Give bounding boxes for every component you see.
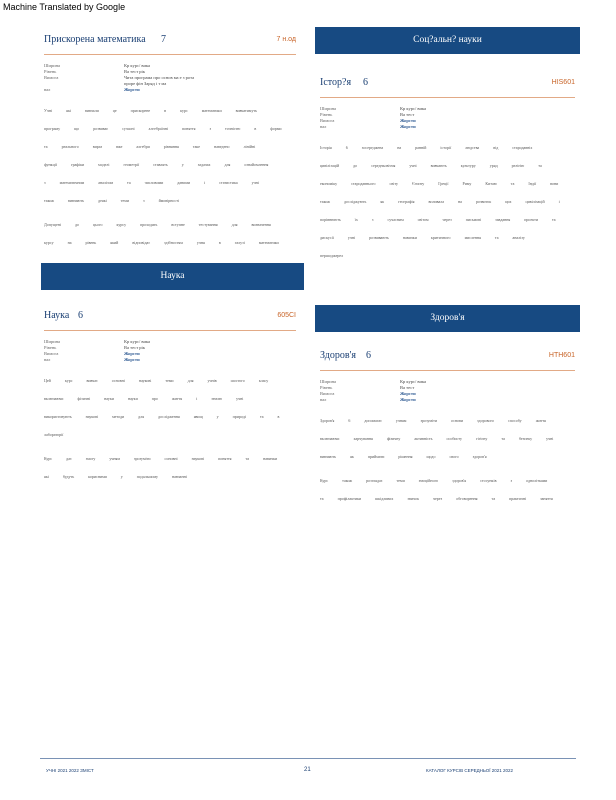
course-fields [44, 63, 296, 93]
word: включаючи [44, 396, 64, 401]
field-row [44, 87, 296, 93]
word: порівнюють [320, 217, 341, 222]
word: від [493, 145, 499, 150]
field-key: Вимога [320, 118, 335, 123]
page-number: 21 [304, 767, 311, 773]
course-fields [320, 106, 575, 130]
word: життя [535, 418, 546, 423]
word: наукові [85, 414, 99, 419]
word: стародавніх [512, 145, 533, 150]
word: людства [465, 145, 480, 150]
word: які [44, 474, 49, 479]
word: харчування [353, 436, 373, 441]
word: Єгипту [412, 181, 425, 186]
word: науки [104, 396, 114, 401]
word: та [552, 217, 556, 222]
word: для [231, 222, 238, 227]
field-value: Ва тест рік [124, 345, 145, 350]
word: це [112, 108, 117, 113]
word: задачах [197, 162, 211, 167]
word: свого [449, 454, 459, 459]
word: даними [177, 180, 191, 185]
word: Риму [462, 181, 472, 186]
word: Допущені [44, 222, 61, 227]
field-value: Кр курс/ вика [400, 379, 427, 384]
word: шкідливих [375, 496, 394, 501]
word: навички [402, 235, 417, 240]
word: реального [61, 144, 79, 149]
word: у [120, 474, 123, 479]
footer-left: УЧНІ 2021 2022 ЗМІСТ [46, 768, 94, 773]
word: моделі [98, 162, 110, 167]
field-key: Вимога [44, 351, 59, 356]
course-title: Здоров'я [320, 350, 356, 361]
course-description [44, 99, 296, 207]
field-value: Ва тест [400, 112, 415, 117]
course-title: Наука [44, 310, 70, 321]
word: методи [112, 414, 125, 419]
word: основні [164, 456, 178, 461]
word: вивчатимуть [235, 108, 258, 113]
word: учні [409, 163, 417, 168]
word: Курс [320, 478, 329, 483]
field-key: вал [44, 357, 51, 362]
word: Греції [438, 181, 449, 186]
course-title: Icтор?я [320, 77, 352, 88]
word: світу [389, 181, 399, 186]
field-value: проре фін Заряд і т ма [124, 81, 167, 86]
word: вивчали [85, 108, 99, 113]
word: їх [354, 217, 358, 222]
word: учні [347, 235, 356, 240]
word: з [209, 126, 212, 131]
word: економіку [320, 181, 338, 186]
course-note [44, 213, 296, 249]
word: в [164, 108, 167, 113]
field-key: вал [320, 124, 327, 129]
word: аналізом [98, 180, 114, 185]
field-key: Ширина [44, 63, 61, 68]
field-value: Чита програма про основ ма е з рота [124, 75, 195, 80]
left-bottom-section [44, 310, 296, 483]
field-key: Ширина [44, 339, 61, 344]
field-key: Ширина [320, 379, 337, 384]
title-rule [44, 330, 296, 331]
word: також [44, 198, 54, 203]
word: та [501, 436, 505, 441]
word: географія [398, 199, 415, 204]
course-title: Прискорена математика [44, 34, 146, 45]
word: стосунків [480, 478, 497, 483]
word: Здоров'я [320, 418, 335, 423]
title-rule [44, 54, 296, 55]
word: ймовірності [158, 198, 180, 203]
course-description [320, 136, 575, 262]
word: з [44, 180, 46, 185]
word: здорового [477, 418, 494, 423]
word: алгебраїчні [148, 126, 169, 131]
word: релігію [511, 163, 525, 168]
word: та [510, 181, 515, 186]
word: учні [236, 396, 244, 401]
word: через [432, 496, 443, 501]
word: з [142, 198, 145, 203]
word: геометрії [123, 162, 140, 167]
word: алгебри [136, 144, 150, 149]
word: на [458, 199, 462, 204]
word: через [442, 217, 452, 222]
word: здоров'я [452, 478, 467, 483]
word: статистика [219, 180, 238, 185]
word: для [187, 378, 194, 383]
word: життя [171, 396, 183, 401]
word: вивчають [430, 163, 447, 168]
word: Історія [320, 145, 332, 150]
word: Індії [528, 181, 537, 186]
word: основи [451, 418, 464, 423]
field-row [44, 357, 296, 363]
word: проекти [524, 217, 538, 222]
field-value: Ва тест [400, 385, 415, 390]
word: відповідає [132, 240, 151, 245]
word: науки [127, 396, 138, 401]
left-top-section [44, 34, 296, 249]
word: середньовіччя [371, 163, 396, 168]
course-description [44, 369, 296, 441]
field-key: Рівень [320, 112, 333, 117]
word: до [74, 222, 80, 227]
word: землю [211, 396, 223, 401]
word: вони [550, 181, 559, 186]
word: практичні [509, 496, 527, 501]
word: курсу [116, 222, 127, 227]
word: зрозуміти [133, 456, 151, 461]
footer-rule [40, 758, 576, 759]
word: для [138, 414, 145, 419]
word: основні [111, 378, 125, 383]
word: зосереджена [361, 145, 384, 150]
course-number: 7 [161, 34, 166, 45]
word: в [277, 414, 280, 419]
word: тестування [198, 222, 218, 227]
word: лінійні [243, 144, 256, 149]
field-key: Ширина [320, 106, 337, 111]
word: рішення [398, 454, 413, 459]
word: шостого [230, 378, 245, 383]
word: курс [180, 108, 188, 113]
word: Учні [44, 108, 53, 113]
word: профілактики [337, 496, 362, 501]
word: світом [417, 217, 429, 222]
word: будуть [62, 474, 75, 479]
word: курс [64, 378, 73, 383]
right-bottom-section [320, 350, 575, 505]
word: сучасним [387, 217, 404, 222]
word: та [127, 180, 131, 185]
word: та [44, 144, 48, 149]
word: класу [258, 378, 269, 383]
word: теми [396, 478, 405, 483]
word: як [380, 199, 385, 204]
section-bar-social-science: Соц?альн? науки [315, 27, 580, 54]
word: учнів [207, 378, 217, 383]
word: заняття [540, 496, 553, 501]
word: та [538, 163, 542, 168]
word: дає [66, 456, 72, 461]
word: першоджерел [320, 253, 344, 258]
word: прискорене [130, 108, 151, 113]
word: також [320, 199, 330, 204]
word: вивчають [67, 198, 85, 203]
word: в [254, 126, 257, 131]
word: лабораторії [44, 432, 64, 437]
word: програму [44, 126, 61, 131]
word: для [224, 162, 231, 167]
field-key: Рівень [44, 69, 57, 74]
word: точністю [225, 126, 241, 131]
field-value: Жорсти [400, 118, 416, 123]
word: вивчає [86, 378, 98, 383]
word: стародавнього [351, 181, 376, 186]
word: у [181, 162, 184, 167]
word: однолітками [526, 478, 548, 483]
word: у [216, 414, 219, 419]
word: з [510, 478, 513, 483]
word: учням [395, 418, 407, 423]
word: вже [116, 144, 123, 149]
word: курсу [44, 240, 54, 245]
field-value: Жорсти [400, 391, 416, 396]
word: завдання [495, 217, 511, 222]
word: навички [263, 456, 278, 461]
word: наведено [214, 144, 230, 149]
section-bar-health: Здоров'я [315, 305, 580, 332]
word: особисту [446, 436, 462, 441]
word: 6 [348, 418, 351, 423]
word: корисними [88, 474, 107, 479]
machine-translated-banner: Machine Translated by Google [3, 2, 126, 12]
course-code: 605СІ [277, 312, 296, 319]
field-key: Рівень [320, 385, 333, 390]
word: розвиває [93, 126, 109, 131]
word: способу [508, 418, 522, 423]
word: письмові [465, 217, 482, 222]
course-fields [44, 339, 296, 363]
field-key: Вимога [320, 391, 335, 396]
word: наукові [138, 378, 152, 383]
course-description [320, 409, 575, 463]
word: які [66, 108, 72, 113]
word: з [371, 217, 374, 222]
word: вступне [171, 222, 185, 227]
word: досліджують [343, 199, 367, 204]
word: навчанні [172, 474, 187, 479]
title-rule [320, 97, 575, 98]
field-key: Рівень [44, 345, 57, 350]
field-value: Жорсти [400, 124, 416, 129]
word: мислення [464, 235, 481, 240]
word: галузі [234, 240, 245, 245]
word: ранній [415, 145, 427, 150]
word: явищ [193, 414, 203, 419]
word: і [204, 180, 206, 185]
field-value: Кр курс/ вика [124, 339, 151, 344]
word: вираз [92, 144, 103, 149]
word: ставлять [153, 162, 168, 167]
word: дослідження [158, 414, 180, 419]
word: що [74, 126, 80, 131]
word: функції [44, 162, 57, 167]
footer-right: КАТАЛОГ КУРСІВ СЕРЕДНЬОЇ 2021 2022 [426, 768, 514, 773]
word: гігієну [475, 436, 488, 441]
word: рівняння [163, 144, 179, 149]
word: математики [201, 108, 222, 113]
word: приймати [367, 454, 385, 459]
word: здоров'я [472, 454, 487, 459]
word: на [67, 240, 72, 245]
word: сучасні [122, 126, 135, 131]
word: щодо [426, 454, 436, 459]
word: Курс [44, 456, 53, 461]
word: дискусії [320, 235, 334, 240]
word: проходять [140, 222, 158, 227]
field-key: вал [44, 87, 51, 92]
word: поняття [218, 456, 232, 461]
word: емоційного [418, 478, 439, 483]
word: впливала [428, 199, 445, 204]
word: визначення [251, 222, 271, 227]
word: цивілізацій [320, 163, 340, 168]
word: звичок [407, 496, 419, 501]
word: допомагає [364, 418, 382, 423]
course-code: 7 н.од [276, 36, 296, 43]
course-code: HIS601 [551, 79, 575, 86]
word: та [245, 456, 250, 461]
course-note [44, 447, 296, 483]
word: Китаю [485, 181, 497, 186]
word: також [342, 478, 353, 483]
word: безпеку [518, 436, 533, 441]
field-row [320, 124, 575, 130]
field-value: Жорсти [400, 397, 416, 402]
word: розвиток [475, 199, 492, 204]
word: фізичну [386, 436, 401, 441]
field-value: Жорсти [124, 87, 140, 92]
word: обговорення [456, 496, 478, 501]
word: цивілізацій [525, 199, 545, 204]
field-value: Жорсти [124, 357, 140, 362]
word: учні [546, 436, 554, 441]
word: рівень [85, 240, 97, 245]
word: здібностям [164, 240, 183, 245]
word: учням [109, 456, 120, 461]
word: розвивають [369, 235, 389, 240]
word: до [353, 163, 358, 168]
word: який [110, 240, 119, 245]
field-key: вал [320, 397, 327, 402]
word: математичним [59, 180, 85, 185]
course-number: 6 [363, 77, 368, 88]
word: графіки [70, 162, 85, 167]
word: математики [258, 240, 279, 245]
word: ознайомлення [244, 162, 269, 167]
word: учня [196, 240, 205, 245]
word: як [350, 454, 354, 459]
section-bar-science: Наука [41, 263, 304, 290]
word: в [218, 240, 221, 245]
word: історії [440, 145, 452, 150]
word: і [558, 199, 560, 204]
word: культуру [460, 163, 476, 168]
field-value: Кр курс/ вика [124, 63, 151, 68]
word: теми [120, 198, 129, 203]
field-value: Кр курс/ вика [400, 106, 427, 111]
word: вивчають [320, 454, 337, 459]
field-row [320, 397, 575, 403]
word: на [397, 145, 402, 150]
word: подальшому [136, 474, 158, 479]
course-number: 6 [366, 350, 371, 361]
field-key: Вимога [44, 75, 59, 80]
word: включаючи [320, 436, 340, 441]
word: та [259, 414, 264, 419]
word: активність [414, 436, 433, 441]
word: уряд [489, 163, 498, 168]
word: поняття [182, 126, 196, 131]
word: цих [505, 199, 512, 204]
word: критичного [430, 235, 451, 240]
word: використовують [44, 414, 72, 419]
course-code: HTH601 [548, 352, 575, 359]
word: природі [232, 414, 246, 419]
right-top-section [320, 77, 575, 262]
word: аналізу [512, 235, 525, 240]
word: Цей [44, 378, 51, 383]
course-number: 6 [78, 310, 83, 321]
course-fields [320, 379, 575, 403]
title-rule [320, 370, 575, 371]
field-value: Жорсти [124, 351, 140, 356]
word: цього [93, 222, 103, 227]
field-value: Ва тест рік [124, 69, 145, 74]
word: та [494, 235, 499, 240]
word: таке [192, 144, 201, 149]
word: наукові [191, 456, 205, 461]
word: та [491, 496, 496, 501]
word: розглядає [366, 478, 383, 483]
word: та [320, 496, 324, 501]
word: теми [165, 378, 174, 383]
word: 6 [345, 145, 348, 150]
word: зрозуміти [420, 418, 437, 423]
word: форми [270, 126, 282, 131]
word: числовими [144, 180, 164, 185]
word: про [151, 396, 158, 401]
course-note [320, 469, 575, 505]
word: і [196, 396, 198, 401]
word: учні [251, 180, 259, 185]
word: змогу [85, 456, 96, 461]
word: фізичні [77, 396, 91, 401]
word: деякі [98, 198, 107, 203]
